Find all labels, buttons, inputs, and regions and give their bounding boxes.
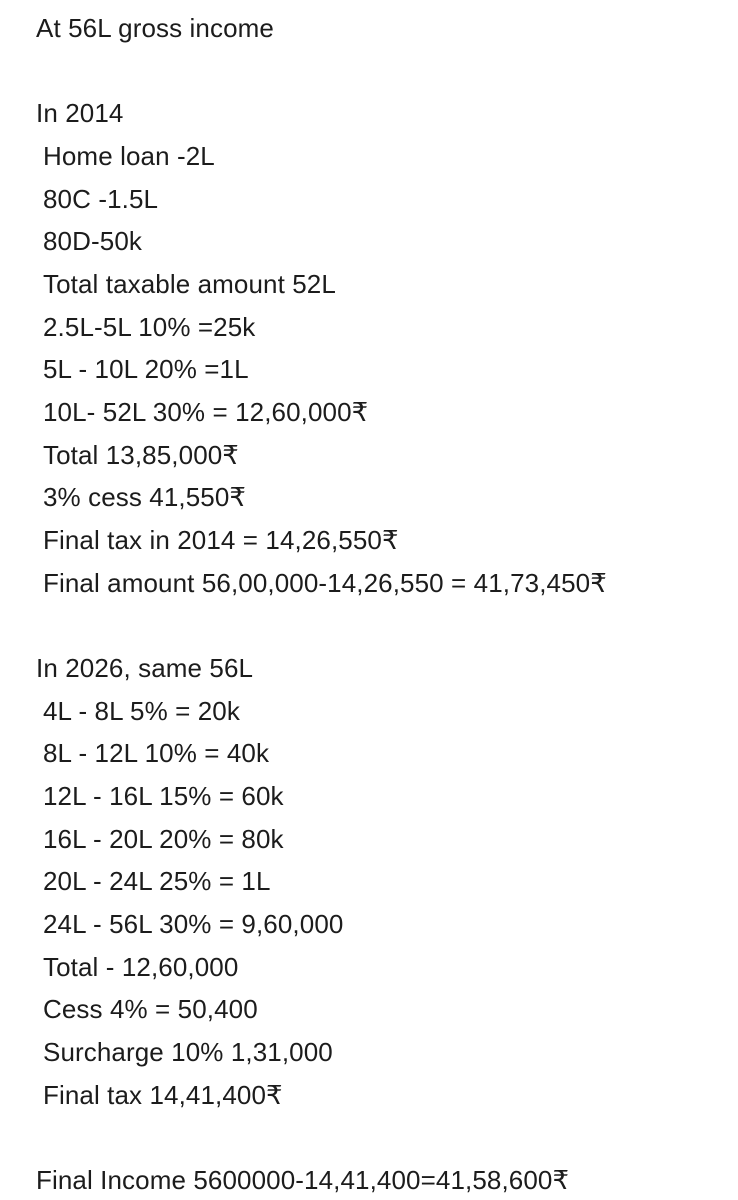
note-line: 12L - 16L 15% = 60k: [43, 781, 284, 811]
note-line: 4L - 8L 5% = 20k: [43, 696, 240, 726]
note-line: 5L - 10L 20% =1L: [43, 354, 249, 384]
note-line: Final tax 14,41,400₹: [43, 1080, 283, 1110]
note-line: Total - 12,60,000: [43, 952, 239, 982]
note-line: Final tax in 2014 = 14,26,550₹: [43, 525, 399, 555]
note-line: Final amount 56,00,000-14,26,550 = 41,73,450₹: [43, 568, 607, 598]
note-heading: At 56L gross income: [36, 13, 274, 43]
note-line: 10L- 52L 30% = 12,60,000₹: [43, 397, 369, 427]
note-line: Total 13,85,000₹: [43, 440, 239, 470]
note-line: 80C -1.5L: [43, 184, 159, 214]
note-line: Home loan -2L: [43, 141, 215, 171]
note-line: 16L - 20L 20% = 80k: [43, 824, 284, 854]
note-line: 2.5L-5L 10% =25k: [43, 312, 256, 342]
note-line: 80D-50k: [43, 226, 142, 256]
note-line: Cess 4% = 50,400: [43, 994, 258, 1024]
section-2026-title: In 2026, same 56L: [36, 653, 254, 683]
note-line: Total taxable amount 52L: [43, 269, 336, 299]
note-line: 24L - 56L 30% = 9,60,000: [43, 909, 344, 939]
note-line: 8L - 12L 10% = 40k: [43, 738, 270, 768]
final-income-line: Final Income 5600000-14,41,400=41,58,600₹: [36, 1165, 570, 1195]
section-2014-title: In 2014: [36, 98, 124, 128]
note-line: Surcharge 10% 1,31,000: [43, 1037, 333, 1067]
note-line: 20L - 24L 25% = 1L: [43, 866, 271, 896]
note-line: 3% cess 41,550₹: [43, 482, 247, 512]
